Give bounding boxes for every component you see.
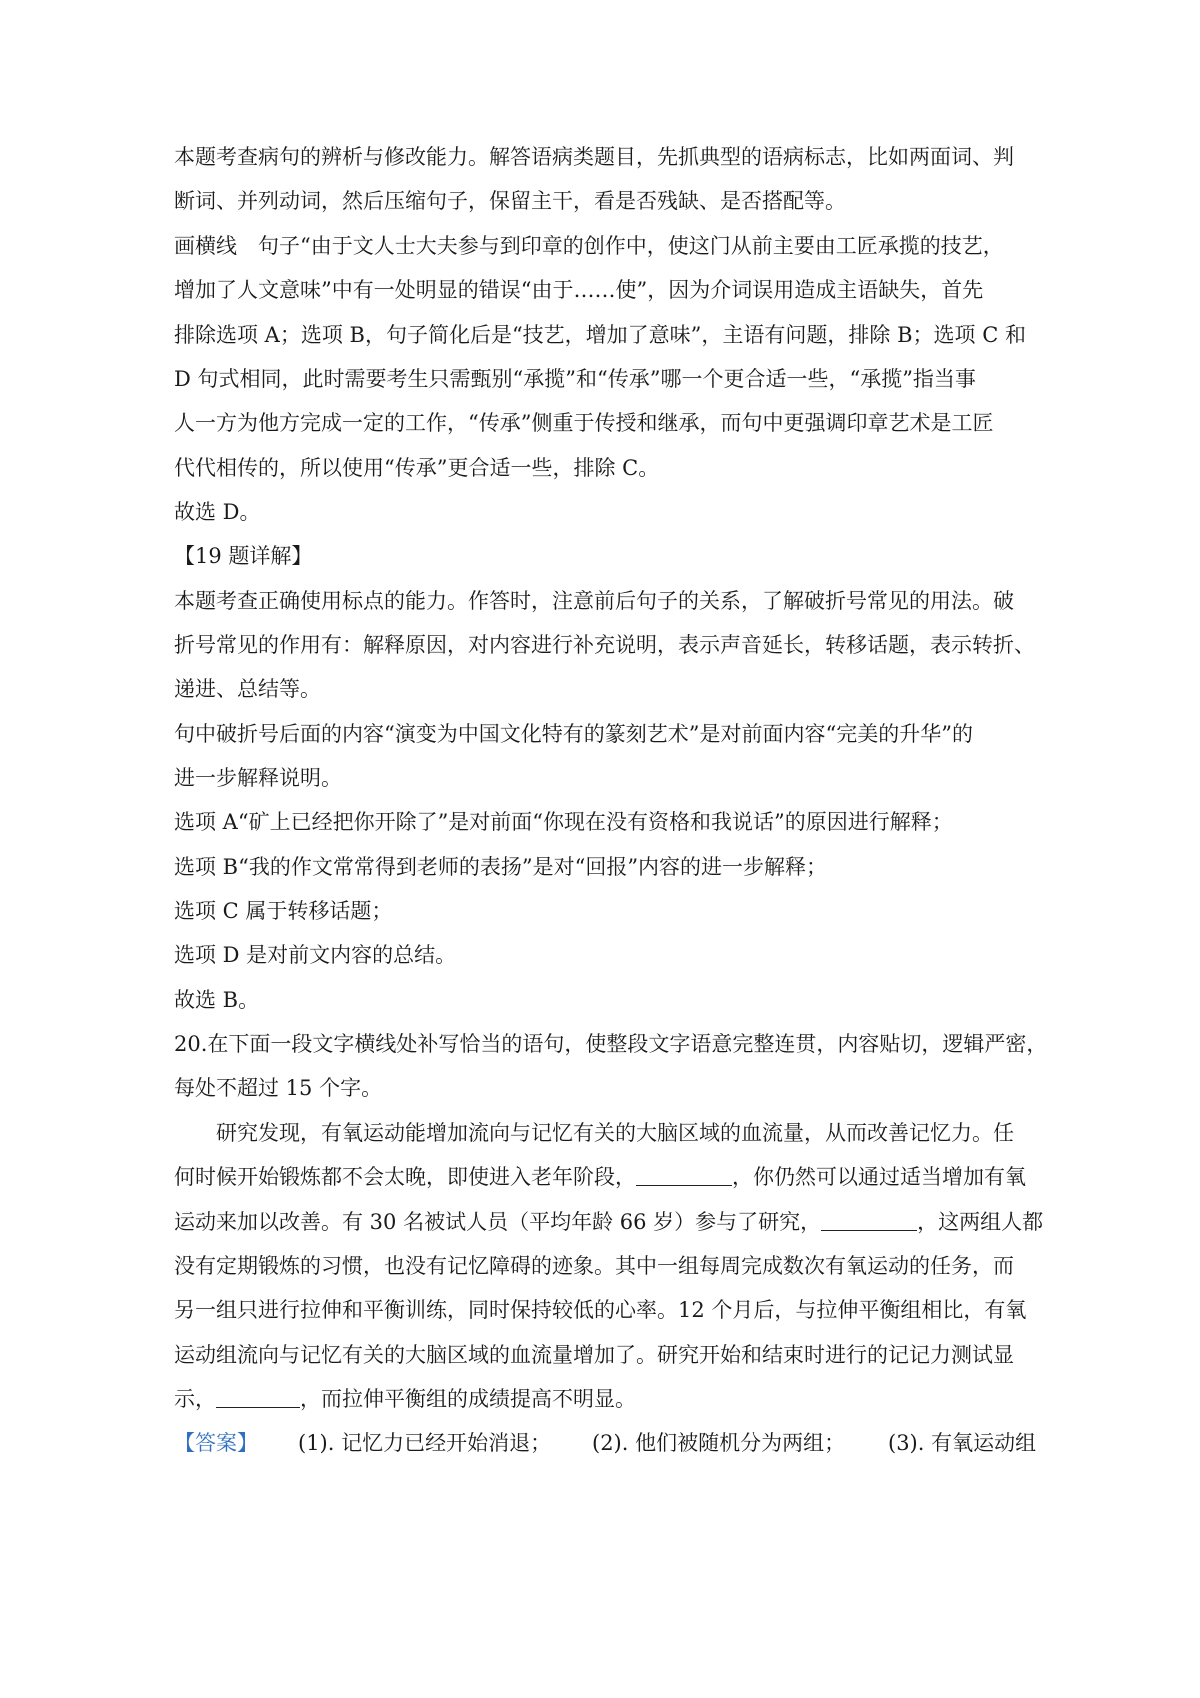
option-d-note: 选项 D 是对前文内容的总结。 <box>174 943 457 967</box>
passage-line-3 <box>174 1207 1044 1237</box>
explanation-18-line-2: 增加了人文意味”中有一处明显的错误“由于……使”，因为介词误用造成主语缺失，首先 <box>174 278 984 302</box>
passage-text: 何时候开始锻炼都不会太晚，即使进入老年阶段， <box>174 1165 636 1189</box>
fill-blank-2[interactable] <box>821 1210 917 1231</box>
option-b-note: 选项 B“我的作文常常得到老师的表扬”是对“回报”内容的进一步解释； <box>174 855 828 879</box>
passage-line-7 <box>174 1384 1044 1414</box>
answer-1: (1). 记忆力已经开始消退； <box>298 1431 552 1455</box>
answer-line <box>174 1428 1044 1458</box>
explanation-18-line-3: 排除选项 A；选项 B，句子简化后是“技艺，增加了意味”，主语有问题，排除 B；选项 C 和 <box>174 323 1026 347</box>
explanation-19-line-2: 进一步解释说明。 <box>174 766 342 790</box>
analysis-19-line-3: 递进、总结等。 <box>174 677 321 701</box>
analysis-19-line-1: 本题考查正确使用标点的能力。作答时，注意前后句子的关系，了解破折号常见的用法。破 <box>174 589 1014 613</box>
passage-text: ，这两组人都 <box>917 1210 1044 1234</box>
choice-18: 故选 D。 <box>174 500 261 524</box>
explanation-18-line-1: 画横线 句子“由于文人士大夫参与到印章的创作中，使这门从前主要由工匠承揽的技艺， <box>174 234 1004 258</box>
passage-line-2 <box>174 1162 1044 1192</box>
analysis-18-line-2: 断词、并列动词，然后压缩句子，保留主干，看是否残缺、是否搭配等。 <box>174 189 846 213</box>
passage-text: ，而拉伸平衡组的成绩提高不明显。 <box>300 1387 636 1411</box>
passage-line-6: 运动组流向与记忆有关的大脑区域的血流量增加了。研究开始和结束时进行的记记力测试显 <box>174 1343 1014 1367</box>
passage-line-5: 另一组只进行拉伸和平衡训练，同时保持较低的心率。12 个月后，与拉伸平衡组相比，有氧 <box>174 1298 1027 1322</box>
question-20-line-2: 每处不超过 15 个字。 <box>174 1076 383 1100</box>
passage-text: 运动来加以改善。有 30 名被试人员（平均年龄 66 岁）参与了研究， <box>174 1210 822 1234</box>
explanation-18-line-6: 代代相传的，所以使用“传承”更合适一些，排除 C。 <box>174 456 660 480</box>
explanation-19-line-1: 句中破折号后面的内容“演变为中国文化特有的篆刻艺术”是对前面内容“完美的升华”的 <box>174 722 973 746</box>
heading-19: 【19 题详解】 <box>174 544 313 568</box>
analysis-18-line-1: 本题考查病句的辨析与修改能力。解答语病类题目，先抓典型的语病标志，比如两面词、判 <box>174 145 1014 169</box>
passage-line-1: 研究发现，有氧运动能增加流向与记忆有关的大脑区域的血流量，从而改善记忆力。任 <box>216 1121 1014 1145</box>
question-20-line-1: 20.在下面一段文字横线处补写恰当的语句，使整段文字语意完整连贯，内容贴切，逻辑严密， <box>174 1032 1048 1056</box>
answer-2: (2). 他们被随机分为两组； <box>592 1431 846 1455</box>
analysis-19-line-2: 折号常见的作用有：解释原因，对内容进行补充说明，表示声音延长，转移话题，表示转折、 <box>174 633 1035 657</box>
explanation-18-line-4: D 句式相同，此时需要考生只需甄别“承揽”和“传承”哪一个更合适一些，“承揽”指当事 <box>174 367 976 391</box>
fill-blank-1[interactable] <box>636 1165 732 1186</box>
passage-text: ，你仍然可以通过适当增加有氧 <box>732 1165 1026 1189</box>
answer-tag: 【答案】 <box>174 1431 258 1455</box>
passage-line-4: 没有定期锻炼的习惯，也没有记忆障碍的迹象。其中一组每周完成数次有氧运动的任务，而 <box>174 1254 1014 1278</box>
choice-19: 故选 B。 <box>174 988 260 1012</box>
fill-blank-3[interactable] <box>216 1387 300 1408</box>
explanation-18-line-5: 人一方为他方完成一定的工作，“传承”侧重于传授和继承，而句中更强调印章艺术是工匠 <box>174 411 994 435</box>
option-a-note: 选项 A“矿上已经把你开除了”是对前面“你现在没有资格和我说话”的原因进行解释； <box>174 810 953 834</box>
passage-text: 示， <box>174 1387 216 1411</box>
answer-3: (3). 有氧运动组 <box>888 1431 1037 1455</box>
option-c-note: 选项 C 属于转移话题； <box>174 899 393 923</box>
